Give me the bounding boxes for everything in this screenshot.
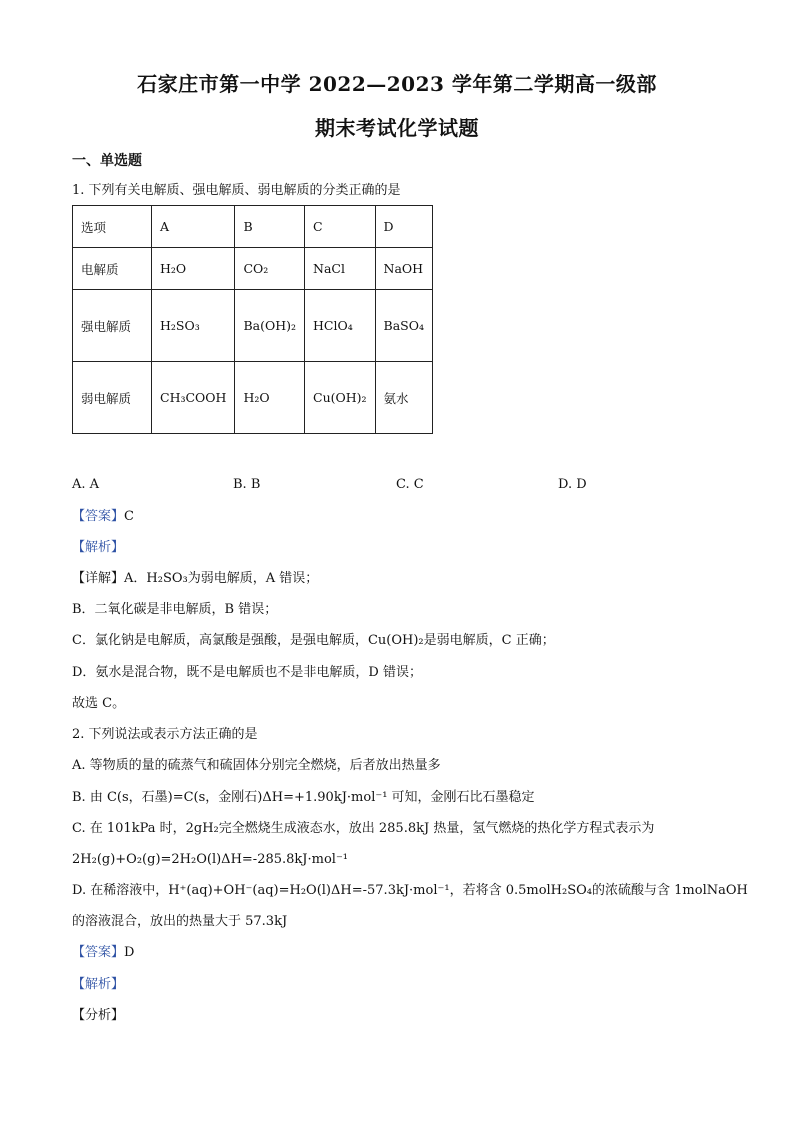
- q1-option-c: C. C: [396, 477, 424, 492]
- table-cell: H₂O: [235, 362, 305, 434]
- table-cell: CH₃COOH: [152, 362, 235, 434]
- q2-option-c-equation: 2H₂(g)+O₂(g)=2H₂O(l)ΔH=-285.8kJ·mol⁻¹: [72, 852, 349, 867]
- q1-classification-table: [72, 205, 433, 434]
- q2-option-c: C. 在 101kPa 时，2gH₂完全燃烧生成液态水，放出 285.8kJ 热量，氢气燃烧的热化学方程式表示为: [72, 821, 655, 836]
- answer-value: D: [124, 945, 135, 960]
- q2-fenxi-tag: 【分析】: [72, 1008, 125, 1023]
- table-row: [73, 290, 433, 362]
- table-cell: HClO₄: [305, 290, 376, 362]
- q1-answer: [72, 508, 134, 526]
- q1-detail-line: 【详解】A．H₂SO₃为弱电解质，A 错误；: [72, 571, 319, 586]
- document-title-line-2: 期末考试化学试题: [315, 116, 479, 140]
- section-heading: 一、单选题: [72, 153, 142, 169]
- q1-option-d: D. D: [558, 477, 587, 492]
- q2-option-d: D. 在稀溶液中，H⁺(aq)+OH⁻(aq)=H₂O(l)ΔH=-57.3kJ·mol⁻¹，若将含 0.5molH₂SO₄的浓硫酸与含 1molNaOH: [72, 883, 748, 898]
- table-cell: BaSO₄: [375, 290, 432, 362]
- table-row-label: 强电解质: [73, 290, 152, 362]
- answer-tag: 【答案】: [72, 509, 125, 524]
- q2-option-d-continued: 的溶液混合，放出的热量大于 57.3kJ: [72, 914, 288, 929]
- q1-analysis-tag: 【解析】: [72, 540, 125, 555]
- q2-option-a: A. 等物质的量的硫蒸气和硫固体分别完全燃烧，后者放出热量多: [72, 758, 441, 773]
- table-cell: CO₂: [235, 248, 305, 290]
- table-row-label: 电解质: [73, 248, 152, 290]
- table-cell: NaOH: [375, 248, 432, 290]
- table-header-cell: 选项: [73, 206, 152, 248]
- q1-detail-line: B．二氧化碳是非电解质，B 错误；: [72, 602, 278, 617]
- q1-option-a: A. A: [72, 477, 100, 492]
- q1-stem: 1. 下列有关电解质、强电解质、弱电解质的分类正确的是: [72, 183, 401, 198]
- q1-detail-line: D．氨水是混合物，既不是电解质也不是非电解质，D 错误；: [72, 665, 422, 680]
- table-row: [73, 362, 433, 434]
- detail-tag: 【详解】: [72, 571, 125, 586]
- q2-analysis-tag: 【解析】: [72, 977, 125, 992]
- table-row-label: 弱电解质: [73, 362, 152, 434]
- table-cell: Ba(OH)₂: [235, 290, 305, 362]
- q1-detail-line: 故选 C。: [72, 696, 126, 711]
- table-header-cell: B: [235, 206, 305, 248]
- document-title-line-1: 石家庄市第一中学 2022—2023 学年第二学期高一级部: [137, 72, 657, 96]
- table-row: [73, 248, 433, 290]
- table-cell: NaCl: [305, 248, 376, 290]
- table-header-cell: C: [305, 206, 376, 248]
- q1-detail-line: C．氯化钠是电解质，高氯酸是强酸，是强电解质，Cu(OH)₂是弱电解质，C 正确；: [72, 633, 555, 648]
- answer-value: C: [124, 509, 134, 524]
- table-cell: 氨水: [375, 362, 432, 434]
- q2-answer: [72, 944, 134, 962]
- table-cell: H₂SO₃: [152, 290, 235, 362]
- table-cell: Cu(OH)₂: [305, 362, 376, 434]
- answer-tag: 【答案】: [72, 945, 125, 960]
- table-header-row: [73, 206, 433, 248]
- table-cell: H₂O: [152, 248, 235, 290]
- q1-option-b: B. B: [233, 477, 261, 492]
- table-header-cell: A: [152, 206, 235, 248]
- table-header-cell: D: [375, 206, 432, 248]
- q2-option-b: B. 由 C(s，石墨)=C(s，金刚石)ΔH=+1.90kJ·mol⁻¹ 可知，金刚石比石墨稳定: [72, 790, 535, 805]
- q2-stem: 2. 下列说法或表示方法正确的是: [72, 727, 258, 742]
